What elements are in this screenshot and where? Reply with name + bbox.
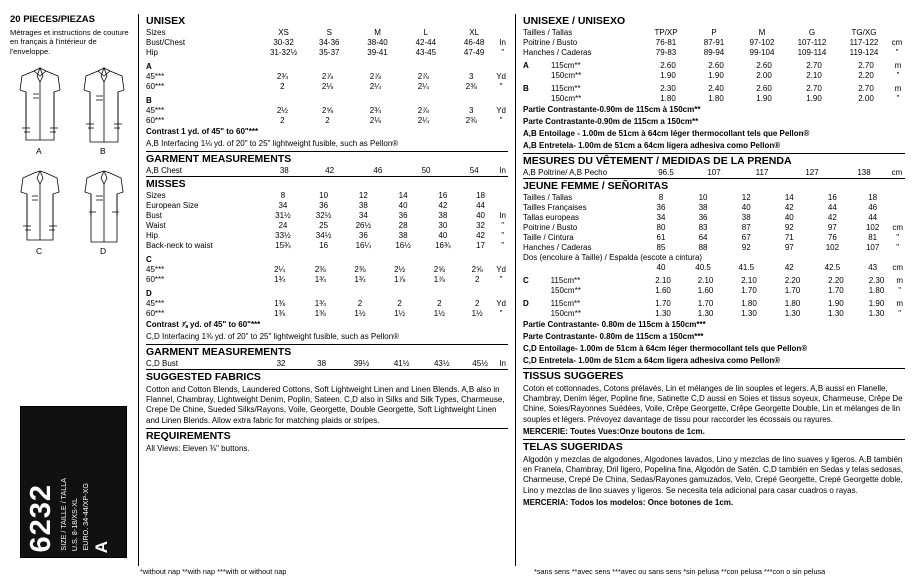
right-column <box>516 14 905 566</box>
table-row: Tallas europeas 34 36 38 40 42 44 <box>523 213 878 222</box>
garment-measurements-title-1: GARMENT MEASUREMENTS <box>146 151 508 166</box>
misses-yardage-c <box>146 255 508 285</box>
misses-contrast-note: Contrast ⅞ yd. of 45" to 60"*** <box>146 320 261 329</box>
mesures-vetement-title: MESURES DU VÊTEMENT / MEDIDAS DE LA PRENDA <box>523 153 905 168</box>
pattern-number: 6232 <box>25 484 57 553</box>
tissus-suggeres-title: TISSUS SUGGERES <box>523 368 905 383</box>
table-row: 150cm** 1.80 1.80 1.90 1.90 2.00 " <box>551 94 900 103</box>
table-row: Dos (encolure à Taille) / Espalda (escote a cintura) <box>523 253 703 262</box>
mesures-vetement-table <box>523 168 905 178</box>
table-row: 150cm** 1.60 1.60 1.70 1.70 1.70 1.80 " <box>550 286 902 295</box>
nap-footnote-english: *without nap **with nap ***with or without nap <box>140 567 287 576</box>
size-label: SIZE / TAILLE / TALLA <box>59 478 68 551</box>
unisexe-size-table <box>523 28 905 58</box>
suggested-fabrics-text: Cotton and Cotton Blends, Laundered Cottons, Soft Lightweight Linen and Linen Blends. A,B also in Flannel, Chambray, Lightweight Denim, Poplin, Sateen. C,D also in Silks and Silk Types, Charmeuse, Crepe De Chine, Sueded Silks/Rayons, Voile, Georgette, Double Georgette, Soft Lightweight Linen and Linen Blends. Allow extra fabric for matching plaids or stripes. <box>146 385 505 425</box>
garment-measurements-title-2: GARMENT MEASUREMENTS <box>146 344 508 359</box>
jeune-interfacing-es: C,D Entretela- 1.00m de 51cm a 64cm ligera adhesiva como Pellon® <box>523 356 781 365</box>
table-row: Hanches / Caderas 79-83 89-94 99-104 109-114 119-124 " <box>523 48 899 57</box>
illustration-group-ab <box>10 62 138 266</box>
jeune-femme-yardage-d <box>523 299 905 319</box>
left-column <box>10 14 138 566</box>
middle-column <box>138 14 516 566</box>
view-label-c: C <box>36 246 43 257</box>
table-row: Hanches / Caderas 85 88 92 97 102 107 " <box>523 243 900 252</box>
jeune-femme-yardage-c <box>523 276 905 296</box>
unisexe-contrast-es: Parte Contrastante-0.90m de 115cm a 150cm** <box>523 117 699 126</box>
garment-measurements-table-2 <box>146 359 508 369</box>
table-row: Waist 24 25 26½ 28 30 32 " <box>146 221 505 230</box>
envelope-view-letter: A <box>92 540 111 553</box>
table-row: 45*** 2½ 2⅝ 2¾ 2⅞ 3 Yd <box>146 106 506 115</box>
telas-sugeridas-text: Algodón y mezclas de algodones, Algodones lavados, Lino y mezclas de lino suaves y ligeros. A,B también en Franela, Chambray, Dril ligero, Popelina fina, Algodón de Satén. C,D también en Sedas y telas sedosas, Charmeuse, Crepé De China, Sedas/Rayones gamuzados, Velo, Crepé Georgette, Crepé Georgette doble, Lino y mezclas de lino suaves y ligeros. Se necesita tela adicional para casar cuadros o rayas. <box>523 455 904 495</box>
table-row: D <box>146 289 152 298</box>
jeune-interfacing-fr: C,D Entoilage- 1.00m de 51cm à 64cm léger thermocollant tels que Pellon® <box>523 344 808 353</box>
pieces-count: 20 PIECES/PIEZAS <box>10 14 96 25</box>
telas-sugeridas-title: TELAS SUGERIDAS <box>523 439 905 454</box>
table-row: Bust 31½ 32½ 34 36 38 40 In <box>146 211 506 220</box>
mercerie-text: MERCERIE: Toutes Vues:Onze boutons de 1cm. <box>523 426 705 436</box>
table-row: 60*** 2 2 2⅛ 2¼ 2⅜ " <box>146 116 503 125</box>
requirements-title: REQUIREMENTS <box>146 428 508 443</box>
table-row: Back-neck to waist 15¾ 16 16¼ 16½ 16¾ 17 " <box>146 241 505 250</box>
table-row: Bust/Chest 30-32 34-36 38-40 42-44 46-48 In <box>146 38 506 47</box>
misses-yardage-d <box>146 289 508 319</box>
euro-size-range: EURO. 34-44/XP-XG <box>81 483 90 551</box>
table-row: Sizes 8 10 12 14 16 18 <box>146 191 485 200</box>
jeune-contrast-fr: Partie Contrastante- 0.80m de 115cm à 150cm*** <box>523 320 706 329</box>
misses-interfacing-note: C,D Interfacing 1⅜ yd. of 20" to 25" lightweight fusible, such as Pellon® <box>146 332 400 341</box>
unisex-yardage-b <box>146 96 508 126</box>
section-misses-title: MISSES <box>146 176 508 191</box>
merceria-text: MERCERIA: Todos los modelos: Once botones de 1cm. <box>523 497 734 507</box>
view-label-b: B <box>100 146 106 157</box>
table-row: 45*** 2¾ 2⅞ 2⅞ 2⅞ 3 Yd <box>146 72 506 81</box>
section-unisexe-title: UNISEXE / UNISEXO <box>523 15 626 27</box>
table-row: Tailles / Tallas 8 10 12 14 16 18 <box>523 193 878 202</box>
french-instructions-note: Métrages et instructions de couture en français à l'intérieur de l'enveloppe. <box>10 28 129 56</box>
table-row: Hip 31-32½ 35-37 39-41 43-45 47-49 " <box>146 48 505 57</box>
table-row: Poitrine / Busto 80 83 87 92 97 102 cm <box>523 223 903 232</box>
section-unisex-title: UNISEX <box>146 15 186 27</box>
table-row: 150cm** 1.90 1.90 2.00 2.10 2.20 " <box>551 71 900 80</box>
suggested-fabrics-title: SUGGESTED FABRICS <box>146 369 508 384</box>
table-row: Poitrine / Busto 76-81 87-91 97-102 107-112 117-122 cm <box>523 38 903 47</box>
table-row: European Size 34 36 38 40 42 44 <box>146 201 485 210</box>
table-row: Tailles Françaises 36 38 40 42 44 46 <box>523 203 878 212</box>
table-row: 40 40.5 41.5 42 42.5 43 cm <box>656 263 903 272</box>
unisex-yardage-a <box>146 62 508 92</box>
table-row: B 115cm** 2.30 2.40 2.60 2.70 2.70 m <box>523 84 902 93</box>
unisex-contrast-note: Contrast 1 yd. of 45" to 60"*** <box>146 127 259 136</box>
unisexe-yardage-a <box>523 61 905 81</box>
us-size-range: U.S. 8-18/XS-XL <box>70 497 79 551</box>
table-row: 60*** 1⅜ 1⅜ 1½ 1½ 1½ 1½ " <box>146 309 503 318</box>
table-row: 60*** 2 2⅛ 2¼ 2¼ 2⅜ " <box>146 82 503 91</box>
table-row: B <box>146 96 152 105</box>
unisexe-contrast-fr: Partie Contrastante-0.90m de 115cm à 150cm** <box>523 105 701 114</box>
shirt-illustration-ab <box>10 62 136 160</box>
table-row: D 115cm** 1.70 1.70 1.80 1.80 1.90 1.90 m <box>523 299 903 308</box>
jeune-femme-title: JEUNE FEMME / SEÑORITAS <box>523 178 905 193</box>
table-row: C 115cm** 2.10 2.10 2.10 2.20 2.20 2.30 m <box>523 276 903 285</box>
table-row: Tailles / Tallas TP/XP P M G TG/XG <box>523 28 877 37</box>
jeune-contrast-es: Parte Contrastante- 0.80m de 115cm a 150cm*** <box>523 332 704 341</box>
unisex-interfacing-note: A,B Interfacing 1⅛ yd. of 20" to 25" lightweight fusible, such as Pellon® <box>146 139 399 148</box>
table-row: Hip 33½ 34½ 36 38 40 42 " <box>146 231 505 240</box>
view-label-a: A <box>36 146 42 157</box>
unisexe-interfacing-es: A,B Entretela- 1.00m de 51cm a 64cm ligera adhesiva como Pellon® <box>523 141 781 150</box>
table-row: A 115cm** 2.60 2.60 2.60 2.70 2.70 m <box>523 61 902 70</box>
table-row: C <box>146 255 152 264</box>
unisexe-yardage-b <box>523 84 905 104</box>
shirt-illustration-cd <box>10 166 136 266</box>
tissus-suggeres-text: Coton et cottonnades, Cotons prélavés, Lin et mélanges de lin souples et legers. A,B aussi en Flanelle, Chambray, Denim léger, Popline fine, Satinette C,D aussi en Soies et tissus soyeux, Charmeuse, Crêpe De Chine, Soies/Rayonnes Suédées, Voile, Crêpe Georgette, Crêpe Georgette Double, Lin et mélanges de lin souples et légers. Prévoyez davantage de tissu pour raccorder les écossais ou rayures. <box>523 384 903 424</box>
table-row: 60*** 1¾ 1¾ 1¾ 1⅞ 1⅞ 2 " <box>146 275 503 284</box>
table-row: A <box>146 62 152 71</box>
table-row: C,D Bust 32 38 39½ 41½ 43½ 45½ In <box>146 359 506 368</box>
table-row: 150cm** 1.30 1.30 1.30 1.30 1.30 1.30 " <box>550 309 902 318</box>
unisexe-interfacing-fr: A,B Entoilage - 1.00m de 51cm à 64cm léger thermocollant tels que Pellon® <box>523 129 810 138</box>
nap-footnote-french-spanish: *sans sens **avec sens ***avec ou sans sens *sin pelusa **con pelusa ***con o sin pelusa <box>534 567 826 576</box>
table-row: Taille / Cintura 61 64 67 71 76 81 " <box>523 233 900 242</box>
garment-measurements-table-1 <box>146 166 508 176</box>
requirements-text: All Views: Eleven ⅜" buttons. <box>146 443 250 453</box>
pattern-number-block <box>20 406 127 558</box>
table-row: A,B Poitrine/ A,B Pecho 96.5 107 117 127 138 cm <box>523 168 903 177</box>
table-row: 45*** 1⅜ 1¾ 2 2 2 2 Yd <box>146 299 506 308</box>
table-row: Sizes XS S M L XL <box>146 28 480 37</box>
table-row: 45*** 2¼ 2⅜ 2⅜ 2½ 2⅝ 2⅝ Yd <box>146 265 506 274</box>
unisex-size-table <box>146 28 508 58</box>
view-label-d: D <box>100 246 107 257</box>
jeune-femme-size-table <box>523 193 905 273</box>
misses-size-table <box>146 191 508 251</box>
table-row: A,B Chest 38 42 46 50 54 In <box>146 166 506 175</box>
